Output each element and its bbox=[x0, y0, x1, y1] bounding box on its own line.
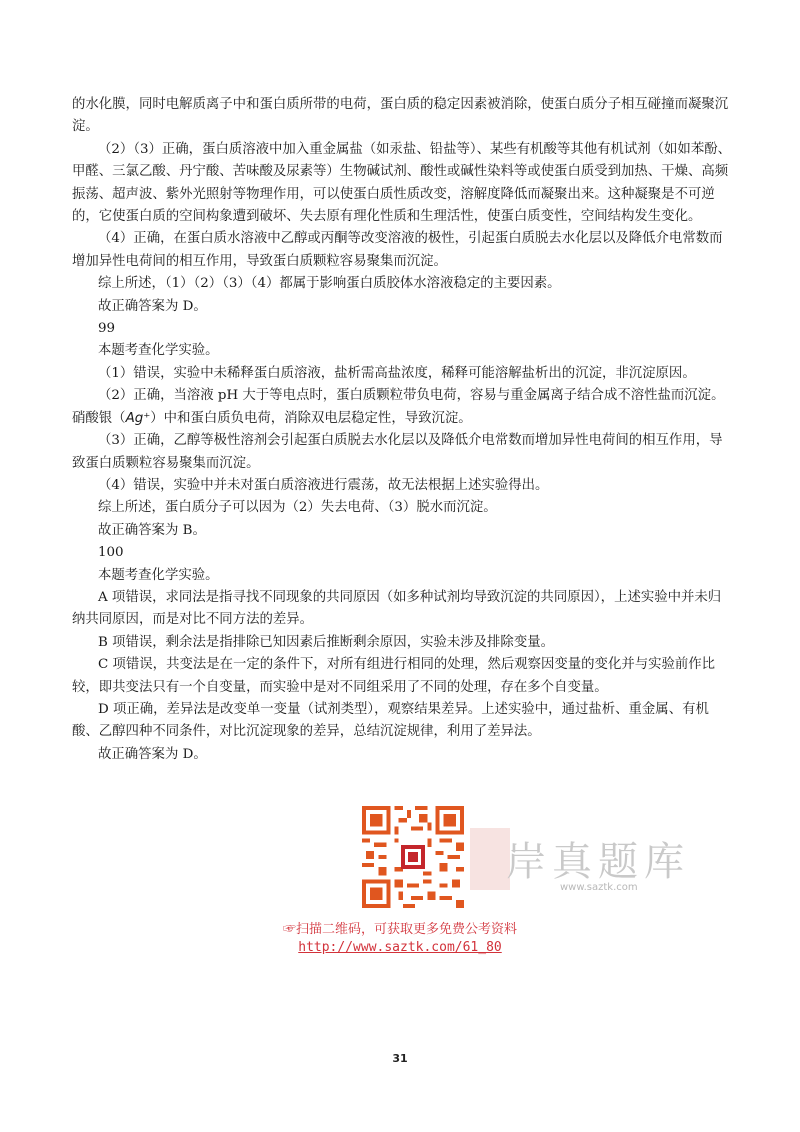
question-number: 100 bbox=[98, 545, 124, 561]
paragraph: B 项错误，剩余法是指排除已知因素后推断剩余原因，实验未涉及排除变量。 bbox=[98, 634, 554, 650]
promo-text: ☞扫描二维码，可获取更多免费公考资料 bbox=[282, 922, 517, 937]
paragraph: （4）正确，在蛋白质水溶液中乙醇或丙酮等改变溶液的极性，引起蛋白质脱去水化层以及降低介电常数而增加异性电荷间的相互作用，导致蛋白质颗粒容易聚集而沉淀。 bbox=[72, 231, 723, 269]
qr-code[interactable] bbox=[362, 806, 464, 908]
paragraph bbox=[72, 385, 732, 430]
paragraph: （1）错误，实验中未稀释蛋白质溶液，盐析需高盐浓度，稀释可能溶解盐析出的沉淀，非沉淀原因。 bbox=[98, 365, 696, 381]
page-number: 31 bbox=[392, 1052, 408, 1065]
paragraph-text: ）中和蛋白质负电荷，消除双电层稳定性，导致沉淀。 bbox=[150, 410, 472, 426]
silver-ion-formula: Ag⁺ bbox=[125, 410, 151, 426]
paragraph: （3）正确，乙醇等极性溶剂会引起蛋白质脱去水化层以及降低介电常数而增加异性电荷间的相互作用，导致蛋白质颗粒容易聚集而沉淀。 bbox=[72, 433, 723, 471]
paragraph: （2）（3）正确，蛋白质溶液中加入重金属盐（如汞盐、铅盐等）、某些有机酸等其他有机试剂（如如苯酚、甲醛、三氯乙酸、丹宁酸、苦味酸及尿素等）生物碱试剂、酸性或碱性染料等或使蛋白质受到加热、干燥、高频振荡、超声波、紫外光照射等物理作用，可以使蛋白质性质改变，溶解度降低而凝聚出来。这种凝聚是不可逆的，它使蛋白质的空间构象遭到破坏、失去原有理化性质和生理活性，使蛋白质变性，空间结构发生变化。 bbox=[72, 141, 731, 225]
logo-mark bbox=[470, 828, 510, 890]
answer-line: 故正确答案为 B。 bbox=[98, 522, 206, 538]
answer-line: 故正确答案为 D。 bbox=[98, 298, 207, 314]
paragraph: 本题考查化学实验。 bbox=[98, 567, 219, 583]
paragraph: （4）错误，实验中并未对蛋白质溶液进行震荡，故无法根据上述实验得出。 bbox=[98, 477, 549, 493]
answer-explanations bbox=[72, 94, 732, 766]
promo-link[interactable]: http://www.saztk.com/61_80 bbox=[298, 940, 502, 955]
question-number: 99 bbox=[98, 321, 116, 337]
paragraph: A 项错误，求同法是指寻找不同现象的共同原因（如多种试剂均导致沉淀的共同原因），上述实验中并未归纳共同原因，而是对比不同方法的差异。 bbox=[72, 589, 722, 628]
paragraph: C 项错误，共变法是在一定的条件下，对所有组进行相同的处理，然后观察因变量的变化并与实验前作比较，即共变法只有一个自变量，而实验中是对不同组采用了不同的处理，存在多个自变量。 bbox=[72, 657, 716, 695]
watermark-brand: 岸真题库 bbox=[506, 839, 690, 885]
paragraph: 综上所述，（1）（2）（3）（4）都属于影响蛋白质胶体水溶液稳定的主要因素。 bbox=[98, 276, 561, 292]
paragraph: D 项正确，差异法是改变单一变量（试剂类型），观察结果差异。上述实验中，通过盐析、重金属、有机酸、乙醇四种不同条件，对比沉淀现象的差异，总结沉淀规律，利用了差异法。 bbox=[72, 701, 709, 740]
paragraph: 本题考查化学实验。 bbox=[98, 343, 219, 359]
paragraph: 的水化膜，同时电解质离子中和蛋白质所带的电荷，蛋白质的稳定因素被消除，使蛋白质分子相互碰撞而凝聚沉淀。 bbox=[72, 97, 729, 135]
paragraph-text: （2）正确，当溶液 pH 大于等电点时，蛋白质颗粒带负电荷，容易与重金属离子结合成不溶性盐而沉淀。硝酸银（ bbox=[72, 388, 725, 426]
brand-watermark bbox=[470, 820, 710, 900]
watermark-url: www.saztk.com bbox=[560, 882, 638, 893]
paragraph: 综上所述，蛋白质分子可以因为（2）失去电荷、（3）脱水而沉淀。 bbox=[98, 500, 497, 516]
answer-line: 故正确答案为 D。 bbox=[98, 746, 207, 762]
